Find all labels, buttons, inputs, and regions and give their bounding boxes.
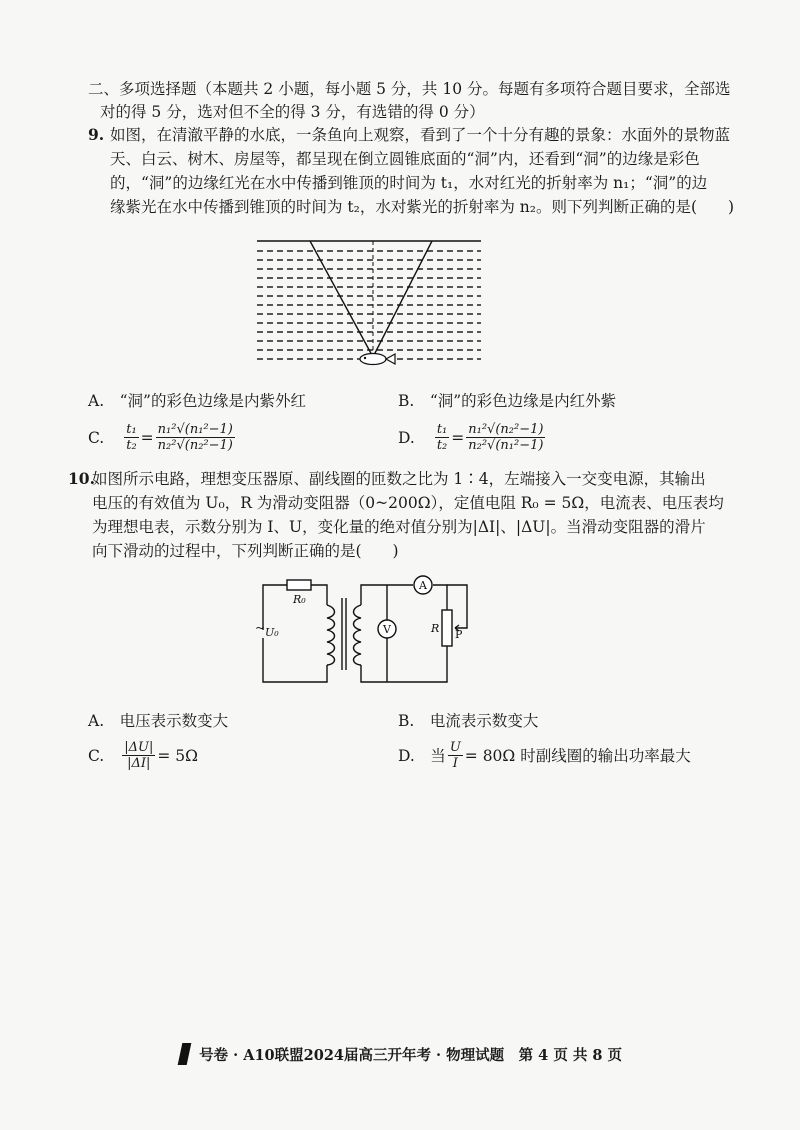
q9-option-a[interactable]: A. “洞”的彩色边缘是内紫外红 (88, 392, 306, 410)
q10-option-c-frac (122, 740, 155, 771)
label-v: V (383, 623, 391, 636)
cone-left-edge (310, 241, 373, 357)
label-p: P (455, 628, 463, 641)
q9-number: 9. (88, 125, 105, 144)
q9-option-d[interactable] (398, 422, 547, 453)
q9-option-d-rhs (466, 422, 545, 453)
fish-icon (360, 354, 395, 365)
q9-c-rhs-den: n₂²√(n₂²−1) (157, 438, 233, 453)
brand-logo-icon (178, 1043, 192, 1065)
rheostat-r (442, 610, 452, 646)
resistor-r0 (287, 580, 311, 590)
q9-d-rhs-den: n₂²√(n₁²−1) (468, 438, 544, 453)
q9-text-line3: 的，“洞”的边缘红光在水中传播到锥顶的时间为 t₁，水对红光的折射率为 n₁；“洞”的边 (110, 174, 708, 192)
q10-option-d-frac (448, 740, 463, 771)
water-dashes (257, 251, 481, 359)
q9-option-c-lhs (124, 422, 138, 453)
q10-text-line3: 为理想电表，示数分别为 I、U，变化量的绝对值分别为|ΔI|、|ΔU|。当滑动变阻器的滑片 (92, 518, 706, 536)
q9-c-lhs-den: t₂ (126, 438, 137, 453)
q9-d-rhs-num: n₁²√(n₂²−1) (468, 422, 544, 437)
q9-option-d-label: D. (398, 428, 415, 447)
page-footer (180, 1043, 622, 1065)
q9-c-eq: = (140, 428, 154, 447)
q9-water-cone-figure (255, 235, 485, 375)
secondary-coil (354, 605, 362, 665)
q10-option-d[interactable] (398, 740, 691, 771)
q9-c-rhs-num: n₁²√(n₁²−1) (157, 422, 233, 437)
q10-option-d-label: D. 当 (398, 746, 446, 765)
q9-d-eq: = (451, 428, 465, 447)
q10-option-b[interactable]: B. 电流表示数变大 (398, 712, 539, 730)
q9-option-d-lhs (435, 422, 449, 453)
label-a: A (419, 579, 427, 592)
q9-text-line2: 天、白云、树木、房屋等，都呈现在倒立圆锥底面的“洞”内，还看到“洞”的边缘是彩色 (110, 150, 700, 168)
q10-option-a[interactable]: A. 电压表示数变大 (88, 712, 229, 730)
label-r: R (431, 622, 440, 635)
q10-d-num: U (449, 740, 461, 755)
q10-number: 10. (68, 469, 95, 488)
q10-option-c[interactable] (88, 740, 198, 771)
label-tilde: ~ (255, 621, 266, 635)
q10-c-num: |ΔU| (124, 740, 154, 755)
q10-c-rest: = 5Ω (157, 746, 198, 765)
q10-option-c-label: C. (88, 746, 105, 765)
q9-option-b[interactable]: B. “洞”的彩色边缘是内红外紫 (398, 392, 617, 410)
q9-text-line4: 缘紫光在水中传播到锥顶的时间为 t₂，水对紫光的折射率为 n₂。则下列判断正确的是( ) (110, 198, 735, 216)
q10-d-den: I (452, 756, 458, 771)
cone-right-edge (373, 241, 432, 357)
q9-text-line1: 如图，在清澈平静的水底，一条鱼向上观察，看到了一个十分有趣的景象：水面外的景物蓝 (110, 126, 731, 144)
q10-circuit-figure (245, 570, 485, 690)
q9-d-lhs-num: t₁ (436, 422, 448, 437)
footer-text: 号卷 · A10联盟2024届高三开年考 · 物理试题 第 4 页 共 8 页 (199, 1047, 623, 1064)
q10-text-line4: 向下滑动的过程中，下列判断正确的是( ) (92, 542, 399, 560)
section-header-line1: 二、多项选择题（本题共 2 小题，每小题 5 分，共 10 分。每题有多项符合题目要求，全部选 (88, 80, 731, 98)
label-r0: R₀ (293, 593, 306, 606)
q9-c-lhs-num: t₁ (126, 422, 137, 437)
q9-option-c-label: C. (88, 428, 105, 447)
q10-text-line1: 如图所示电路，理想变压器原、副线圈的匝数之比为 1∶4，左端接入一交变电源，其输出 (92, 470, 706, 488)
label-u0: U₀ (265, 626, 279, 639)
q10-text-line2: 电压的有效值为 U₀，R 为滑动变阻器（0~200Ω），定值电阻 R₀ = 5Ω，电流表、电压表均 (92, 494, 724, 512)
section-header-line2: 对的得 5 分，选对但不全的得 3 分，有选错的得 0 分） (100, 103, 485, 121)
q9-d-lhs-den: t₂ (436, 438, 448, 453)
primary-coil (327, 605, 335, 665)
q10-c-den: |ΔI| (127, 756, 151, 771)
q10-d-rest: = 80Ω 时副线圈的输出功率最大 (464, 746, 691, 765)
q9-option-c[interactable] (88, 422, 237, 453)
q9-option-c-rhs (156, 422, 235, 453)
